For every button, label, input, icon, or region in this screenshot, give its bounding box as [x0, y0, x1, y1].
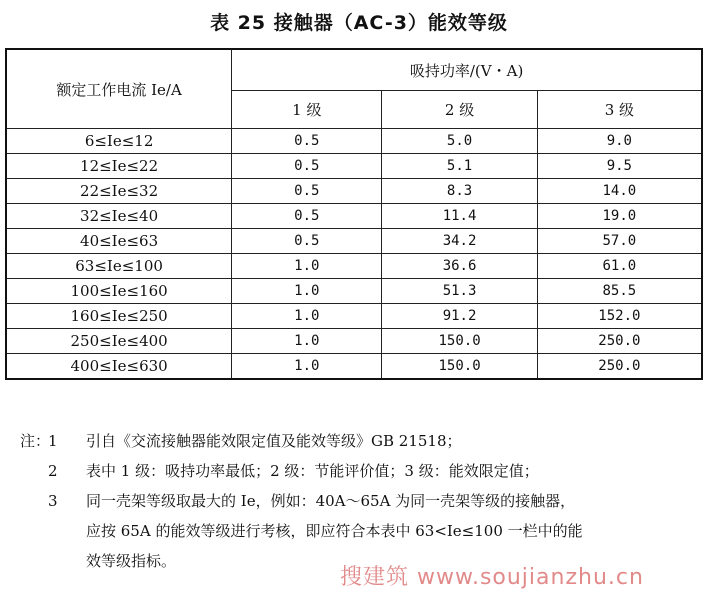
- note-1: [20, 426, 710, 456]
- table-row: [6, 329, 702, 354]
- grade-1-cell: 0.5: [232, 204, 382, 229]
- header-grade-1: 1 级: [232, 91, 382, 129]
- note-text: 引自《交流接触器能效限定值及能效等级》GB 21518；: [86, 432, 462, 450]
- grade-2-cell: 150.0: [382, 329, 537, 354]
- table-title: 表 25 接触器（AC-3）能效等级: [210, 12, 508, 34]
- note-text: 表中 1 级：吸持功率最低；2 级：节能评价值；3 级：能效限定值；: [86, 462, 539, 480]
- grade-1-cell: 1.0: [232, 329, 382, 354]
- grade-2-cell: 8.3: [382, 179, 537, 204]
- current-range-cell: 63≤Ie≤100: [6, 254, 232, 279]
- table-row: [6, 304, 702, 329]
- grade-1-cell: 1.0: [232, 354, 382, 380]
- current-range-cell: 100≤Ie≤160: [6, 279, 232, 304]
- notes-label: 注：: [20, 432, 51, 450]
- table-row: [6, 254, 702, 279]
- current-range-cell: 6≤Ie≤12: [6, 129, 232, 154]
- grade-3-cell: 85.5: [537, 279, 702, 304]
- grade-3-cell: 19.0: [537, 204, 702, 229]
- header-rated-current: 额定工作电流 Ie/A: [6, 49, 232, 129]
- notes-section: [20, 426, 710, 576]
- grade-1-cell: 1.0: [232, 304, 382, 329]
- energy-efficiency-table: [5, 48, 703, 380]
- note-number: 3: [48, 492, 58, 510]
- current-range-cell: 400≤Ie≤630: [6, 354, 232, 380]
- note-2: [20, 456, 710, 486]
- grade-3-cell: 250.0: [537, 329, 702, 354]
- grade-1-cell: 0.5: [232, 154, 382, 179]
- grade-2-cell: 150.0: [382, 354, 537, 380]
- grade-3-cell: 14.0: [537, 179, 702, 204]
- current-range-cell: 12≤Ie≤22: [6, 154, 232, 179]
- grade-2-cell: 34.2: [382, 229, 537, 254]
- grade-3-cell: 61.0: [537, 254, 702, 279]
- grade-1-cell: 1.0: [232, 279, 382, 304]
- header-grade-2: 2 级: [382, 91, 537, 129]
- current-range-cell: 250≤Ie≤400: [6, 329, 232, 354]
- grade-1-cell: 1.0: [232, 254, 382, 279]
- grade-2-cell: 91.2: [382, 304, 537, 329]
- table-row: [6, 354, 702, 380]
- current-range-cell: 40≤Ie≤63: [6, 229, 232, 254]
- site-watermark: 搜建筑 www.soujianzhu.cn: [340, 565, 644, 590]
- current-range-cell: 32≤Ie≤40: [6, 204, 232, 229]
- grade-2-cell: 11.4: [382, 204, 537, 229]
- note-3-continued: 应按 65A 的能效等级进行考核，即应符合本表中 63<Ie≤100 一栏中的能: [86, 522, 583, 540]
- grade-2-cell: 36.6: [382, 254, 537, 279]
- grade-3-cell: 152.0: [537, 304, 702, 329]
- header-grade-3: 3 级: [537, 91, 702, 129]
- grade-1-cell: 0.5: [232, 229, 382, 254]
- grade-3-cell: 9.5: [537, 154, 702, 179]
- current-range-cell: 160≤Ie≤250: [6, 304, 232, 329]
- header-holding-power: 吸持功率/(V・A): [232, 49, 702, 91]
- table-row: [6, 279, 702, 304]
- table-row: [6, 179, 702, 204]
- grade-1-cell: 0.5: [232, 179, 382, 204]
- grade-1-cell: 0.5: [232, 129, 382, 154]
- note-number: 1: [48, 432, 58, 450]
- grade-2-cell: 51.3: [382, 279, 537, 304]
- grade-3-cell: 57.0: [537, 229, 702, 254]
- table-row: [6, 229, 702, 254]
- grade-2-cell: 5.0: [382, 129, 537, 154]
- table-row: [6, 154, 702, 179]
- note-3-continued-end: 效等级指标。: [86, 552, 177, 570]
- note-text: 同一壳架等级取最大的 Ie，例如：40A～65A 为同一壳架等级的接触器，: [86, 492, 576, 510]
- table-row: [6, 204, 702, 229]
- note-3: [20, 486, 710, 516]
- current-range-cell: 22≤Ie≤32: [6, 179, 232, 204]
- note-number: 2: [48, 462, 58, 480]
- table-row: [6, 129, 702, 154]
- grade-2-cell: 5.1: [382, 154, 537, 179]
- grade-3-cell: 9.0: [537, 129, 702, 154]
- grade-3-cell: 250.0: [537, 354, 702, 380]
